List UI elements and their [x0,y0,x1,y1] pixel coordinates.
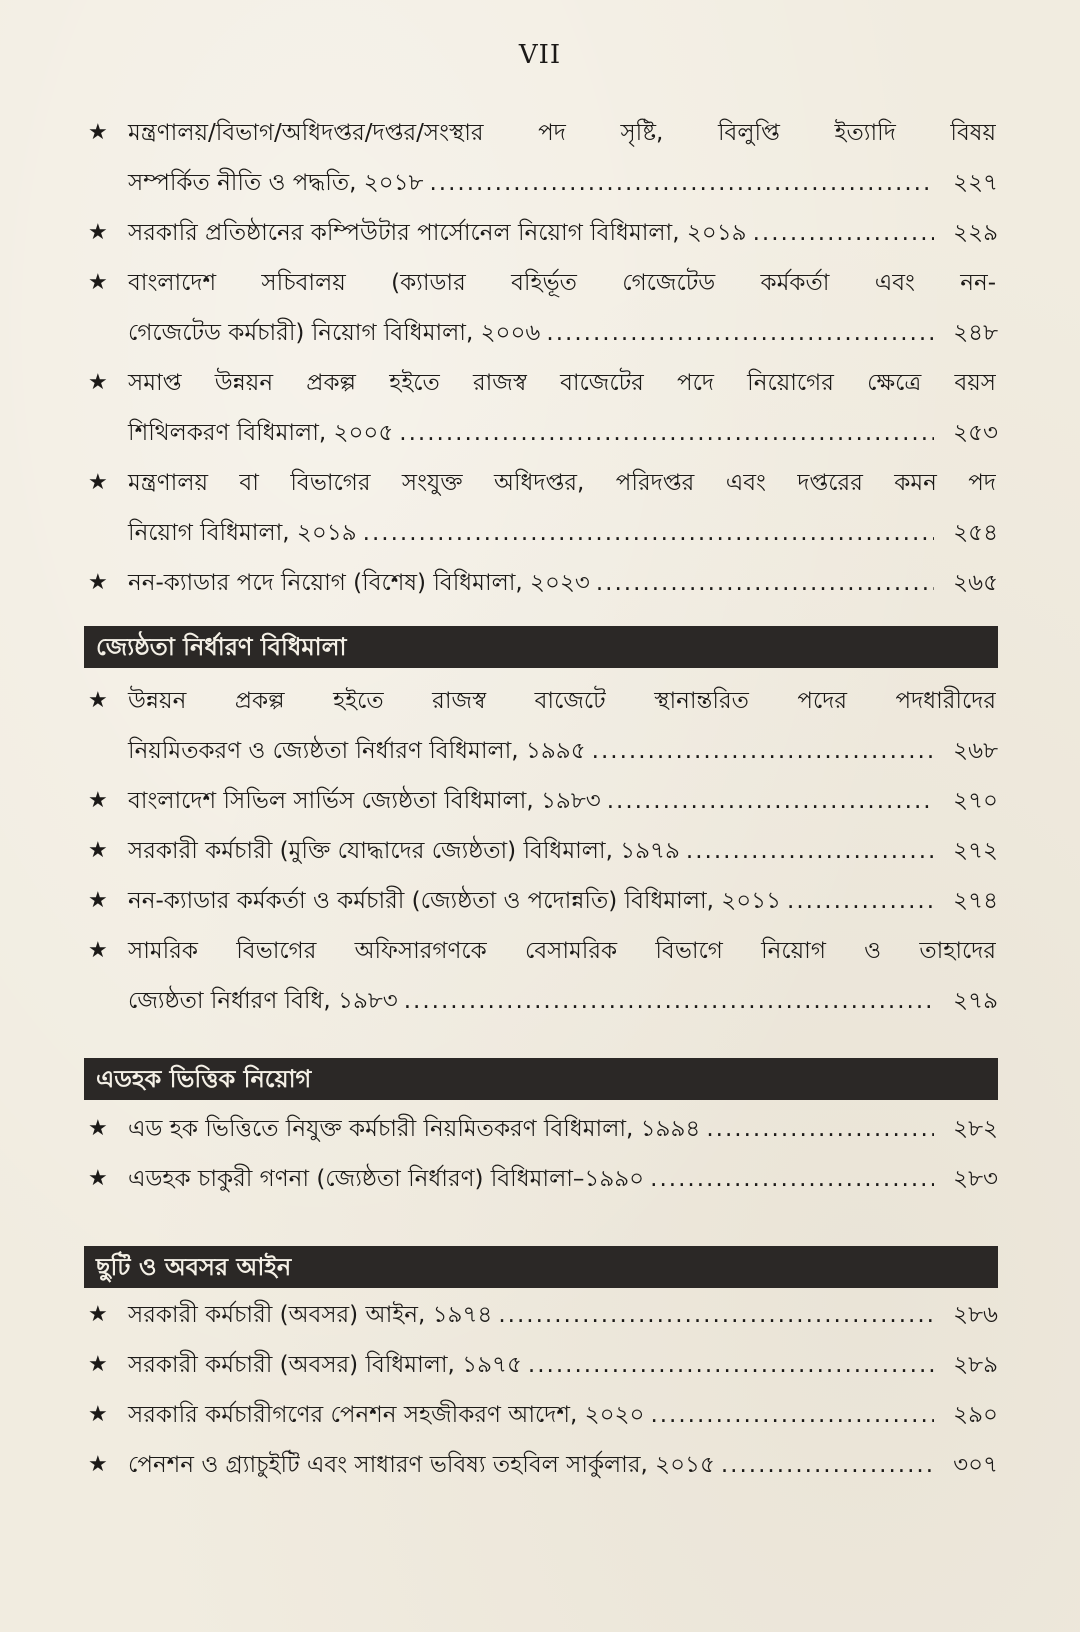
entry-page-number: ২৮২ [953,1116,998,1142]
entry-page-number: ২৬৮ [953,738,998,764]
star-bullet-icon: ★ [88,370,108,395]
toc-entry[interactable] [88,1290,998,1340]
star-bullet-icon: ★ [88,888,108,913]
entry-title-line: মন্ত্রণালয় বা বিভাগের সংযুক্ত অধিদপ্তর, পরিদপ্তর এবং দপ্তরের কমন পদ [128,470,996,496]
toc-entry[interactable] [88,826,998,876]
toc-entry[interactable] [88,208,998,258]
dot-leader [592,726,934,776]
toc-entry[interactable] [88,358,998,458]
dot-leader [787,876,934,926]
entry-page-number: ২৭২ [953,838,998,864]
dot-leader [650,1390,934,1440]
entry-page-number: ২২৯ [953,220,998,246]
toc-entry[interactable] [88,1340,998,1390]
toc-entry[interactable] [88,776,998,826]
entry-title-line: মন্ত্রণালয়/বিভাগ/অধিদপ্তর/দপ্তর/সংস্থার পদ সৃষ্টি, বিলুপ্তি ইত্যাদি বিষয় [128,120,996,146]
entry-title: সম্পর্কিত নীতি ও পদ্ধতি, ২০১৮ [128,170,424,196]
entry-title: গেজেটেড কর্মচারী) নিয়োগ বিধিমালা, ২০০৬ [128,320,541,346]
entry-page-number: ২৭৪ [953,888,998,914]
star-bullet-icon: ★ [88,470,108,495]
section-heading: ছুটি ও অবসর আইন [84,1246,998,1288]
entry-title-line: উন্নয়ন প্রকল্প হইতে রাজস্ব বাজেটে স্থানান্তরিত পদের পদধারীদের [128,688,996,714]
star-bullet-icon: ★ [88,938,108,963]
dot-leader [753,208,934,258]
section-heading: জ্যেষ্ঠতা নির্ধারণ বিধিমালা [84,626,998,668]
entry-page-number: ২৭৯ [953,988,998,1014]
entry-page-number: ৩০৭ [953,1452,998,1478]
star-bullet-icon: ★ [88,1166,108,1191]
star-bullet-icon: ★ [88,270,108,295]
entry-title: পেনশন ও গ্র্যাচুইটি এবং সাধারণ ভবিষ্য তহবিল সার্কুলার, ২০১৫ [128,1452,715,1478]
toc-entry[interactable] [88,1390,998,1440]
page-number: VII [518,40,562,70]
entry-title: নন-ক্যাডার পদে নিয়োগ (বিশেষ) বিধিমালা, ২০২৩ [128,570,590,596]
entry-title: শিথিলকরণ বিধিমালা, ২০০৫ [128,420,394,446]
entry-title: নিয়মিতকরণ ও জ্যেষ্ঠতা নির্ধারণ বিধিমালা, ১৯৯৫ [128,738,586,764]
star-bullet-icon: ★ [88,1116,108,1141]
toc-entry[interactable] [88,1104,998,1154]
entry-title: নিয়োগ বিধিমালা, ২০১৯ [128,520,357,546]
dot-leader [528,1340,934,1390]
toc-entry[interactable] [88,558,998,608]
toc-entry[interactable] [88,108,998,208]
toc-entry[interactable] [88,876,998,926]
entry-page-number: ২৫৩ [953,420,998,446]
toc-section [88,1290,998,1490]
dot-leader [721,1440,934,1490]
entry-title: নন-ক্যাডার কর্মকর্তা ও কর্মচারী (জ্যেষ্ঠতা ও পদোন্নতি) বিধিমালা, ২০১১ [128,888,782,914]
entry-page-number: ২২৭ [953,170,998,196]
entry-title-line: সমাপ্ত উন্নয়ন প্রকল্প হইতে রাজস্ব বাজেটের পদে নিয়োগের ক্ষেত্রে বয়স [128,370,996,396]
star-bullet-icon: ★ [88,570,108,595]
star-bullet-icon: ★ [88,120,108,145]
star-bullet-icon: ★ [88,1302,108,1327]
star-bullet-icon: ★ [88,1402,108,1427]
entry-page-number: ২৮৯ [953,1352,998,1378]
entry-title: সরকারী কর্মচারী (মুক্তি যোদ্ধাদের জ্যেষ্ঠতা) বিধিমালা, ১৯৭৯ [128,838,680,864]
entry-title-line: সামরিক বিভাগের অফিসারগণকে বেসামরিক বিভাগে নিয়োগ ও তাহাদের [128,938,996,964]
entry-page-number: ২৮৩ [953,1166,998,1192]
entry-title: সরকারী কর্মচারী (অবসর) আইন, ১৯৭৪ [128,1302,493,1328]
entry-page-number: ২৫৪ [953,520,998,546]
entry-page-number: ২৮৬ [953,1302,998,1328]
dot-leader [399,408,934,458]
entry-page-number: ২৯০ [953,1402,998,1428]
star-bullet-icon: ★ [88,838,108,863]
toc-section [88,676,998,1026]
dot-leader [706,1104,934,1154]
star-bullet-icon: ★ [88,1352,108,1377]
entry-title: সরকারি কর্মচারীগণের পেনশন সহজীকরণ আদেশ, ২০২০ [128,1402,645,1428]
dot-leader [498,1290,934,1340]
entry-title: এডহক চাকুরী গণনা (জ্যেষ্ঠতা নির্ধারণ) বিধিমালা–১৯৯০ [128,1166,645,1192]
toc-entry[interactable] [88,1154,998,1204]
toc-entry[interactable] [88,676,998,776]
dot-leader [686,826,934,876]
dot-leader [429,158,934,208]
star-bullet-icon: ★ [88,688,108,713]
toc-entry[interactable] [88,458,998,558]
entry-title: জ্যেষ্ঠতা নির্ধারণ বিধি, ১৯৮৩ [128,988,398,1014]
toc-entry[interactable] [88,926,998,1026]
entry-title: সরকারী কর্মচারী (অবসর) বিধিমালা, ১৯৭৫ [128,1352,522,1378]
entry-page-number: ২৬৫ [953,570,998,596]
dot-leader [607,776,934,826]
entry-title: বাংলাদেশ সিভিল সার্ভিস জ্যেষ্ঠতা বিধিমালা, ১৯৮৩ [128,788,601,814]
dot-leader [404,976,934,1026]
section-heading: এডহক ভিত্তিক নিয়োগ [84,1058,998,1100]
entry-title: সরকারি প্রতিষ্ঠানের কম্পিউটার পার্সোনেল নিয়োগ বিধিমালা, ২০১৯ [128,220,747,246]
entry-title-line: বাংলাদেশ সচিবালয় (ক্যাডার বহির্ভূত গেজেটেড কর্মকর্তা এবং নন- [128,270,996,296]
dot-leader [650,1154,934,1204]
entry-page-number: ২৪৮ [953,320,998,346]
toc-section [88,1104,998,1204]
toc-section [88,108,998,608]
entry-title: এড হক ভিত্তিতে নিযুক্ত কর্মচারী নিয়মিতকরণ বিধিমালা, ১৯৯৪ [128,1116,701,1142]
toc-entry[interactable] [88,1440,998,1490]
entry-page-number: ২৭০ [953,788,998,814]
toc-entry[interactable] [88,258,998,358]
star-bullet-icon: ★ [88,788,108,813]
dot-leader [546,308,934,358]
star-bullet-icon: ★ [88,220,108,245]
star-bullet-icon: ★ [88,1452,108,1477]
dot-leader [363,508,934,558]
dot-leader [596,558,934,608]
